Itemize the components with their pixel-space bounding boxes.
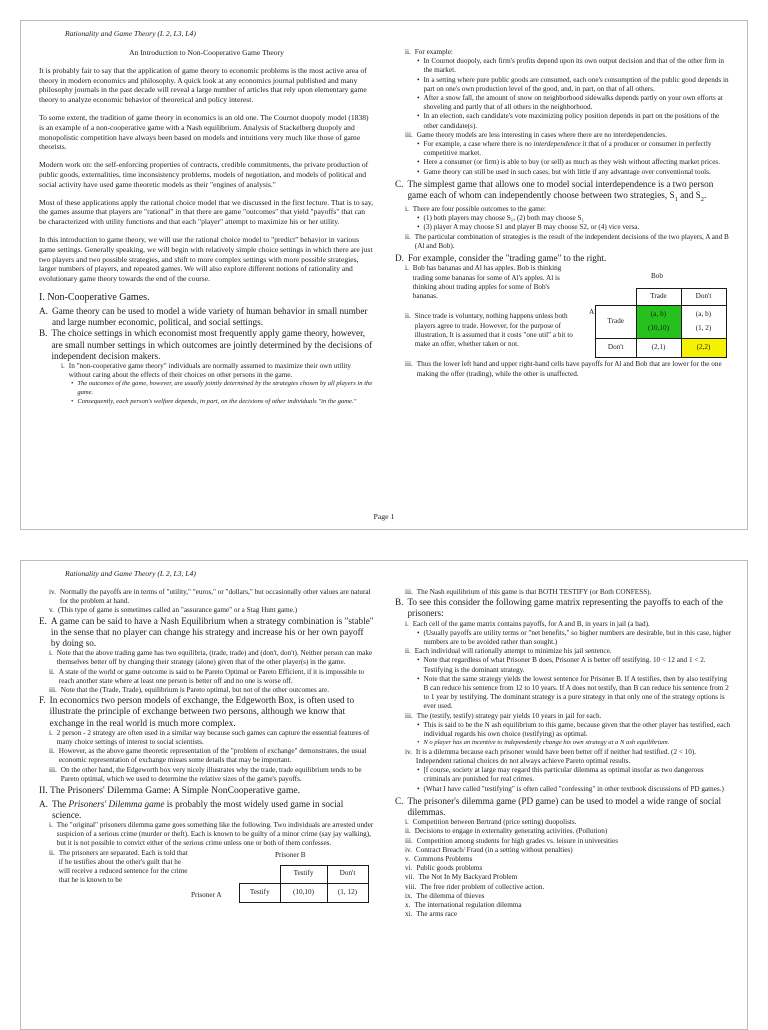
list-item: xi. The arms race	[405, 910, 458, 919]
outline-item: i. There are four possible outcomes to the game:	[405, 205, 546, 214]
outline-item: ii. A state of the world or game outcome is said to be Pareto Optimal or Pareto Efficient, if it is impossible to reach another state where at least one person is better off and no one is worse off.	[49, 667, 365, 685]
bullet-item: • In Cournot duopoly, each firm's profits depend upon its own output decision and that of the other firm in the market.	[417, 57, 724, 75]
outline-item: iii. Note that the (Trade, Trade), equilibrium is Pareto optimal, but not of the other outcomes are.	[49, 686, 330, 695]
outline-item: iii. Thus the lower left hand and upper right-hand cells have payoffs for Al and Bob that are lower for the one making the offer (trading), while the other is unaffected.	[405, 360, 722, 378]
list-item: iv. Contract Breach/ Fraud (in a setting without penalties)	[405, 845, 573, 854]
payoff-cell: (a, b) (10,10)	[636, 305, 681, 338]
page-1	[20, 20, 748, 530]
list-item: viii. The free rider problem of collective action.	[405, 882, 545, 891]
pd-game-block	[39, 849, 374, 905]
running-header: Rationality and Game Theory (L 2, L3, L4)	[65, 29, 196, 38]
bullet-item: • (3) player A may choose S1 and player B may choose S2, or (4) vice versa.	[417, 223, 640, 232]
doc-title: An Introduction to Non-Cooperative Game Theory	[129, 48, 284, 57]
row-header: Don't	[596, 338, 637, 357]
trading-game-block	[395, 264, 732, 382]
col-header: Trade	[636, 289, 681, 306]
payoff-cell: (1, 12)	[327, 884, 368, 903]
list-item: v. Commons Problems	[405, 855, 473, 864]
outline-item: ii. The prisoners are separated. Each is told that if he testifies about the other's guilt that he will receive a reduced sentence for the crime that he is known to be	[49, 848, 188, 885]
paragraph: In this introduction to game theory, we will use the rational choice model to "predict" behavior in various game settings. Generally speaking, we will begin with relatively simple choice settings in which there are just two players and two possible strategies, and shift to more complex settings with more possible strategies, larger numbers of players, and repeated games. We will also explore different notions of rationality and evolutionary game theory towards the end of the course.	[39, 234, 373, 284]
list-item: vi. Public goods problems	[405, 864, 483, 873]
payoff-cell: (10,10)	[280, 884, 327, 903]
bullet-item: • (What I have called "testifying" is often called "confessing" in other textbook discussions of PD games.)	[417, 784, 724, 793]
list-item: iii. Competition among students for high grades vs. leisure in universities	[405, 836, 619, 845]
row-player-label: Prisoner A	[191, 890, 222, 899]
page2-left-column	[39, 588, 374, 905]
bullet-item: • For example, a case where there is no interdependence it that of a producer or consumer in perfectly competitive market.	[417, 140, 712, 158]
bullet-item: • Consequently, each person's welfare depends, in part, on the decisions of other individuals "in the game."	[71, 397, 357, 405]
outline-item: ii. Each individual will rationally attempt to minimize his jail sentence.	[405, 647, 612, 656]
payoff-cell: (a, b) (1, 2)	[681, 305, 726, 338]
outline-item: i. The "original" prisoners dilemma game goes something like the following. Two individuals are arrested under suspicion of a serious crime (murder or theft). Each is known to be guilty of a minor crime (say jay walking), but it is not possible to convict either of the serious crime unless one or both of them confesses.	[49, 820, 374, 848]
list-item: i. Competition between Bertrand (price setting) duopolists.	[405, 818, 577, 827]
outline-item: E. A game can be said to have a Nash Equilibrium when a strategy combination is "stable" in the sense that no player can change his strategy and increase his or her own payoff by doing so.	[39, 615, 374, 649]
bullet-item: • In a setting where pure public goods are consumed, each one's consumption of the public good depends in part on one's own production level of the good, and, in part, on that of all others.	[417, 75, 729, 93]
outline-item: i. Each cell of the game matrix contains payoffs, for A and B, in years in jail (a bad).	[405, 619, 650, 628]
col-player-label: Bob	[651, 272, 663, 281]
col-player-label: Prisoner B	[275, 850, 306, 859]
trading-game-matrix	[595, 288, 727, 358]
bullet-item: • N o player has an incentive to independently change his own strategy at a N ash equilibrium.	[417, 739, 670, 747]
bullet-item: • [f course, society at large may regard this particular dilemma as optimal insofar as two dangerous criminals are punished for real crimes.	[417, 766, 704, 784]
outline-item: ii. Since trade is voluntary, nothing happens unless both players agree to trade. However, for the purpose of illustration, It is assumed that it costs "one util" a bit to make an offer, whether taken or not.	[405, 312, 573, 348]
bullet-item: • After a snow fall, the amount of snow on neighborhood sidewalks depends partly on your own efforts at shoveling and partly that of all others in the neighborhood.	[417, 94, 723, 112]
row-header: Trade	[596, 305, 637, 338]
page-2	[20, 560, 748, 1030]
row-player-label: Al	[589, 308, 597, 317]
outline-item: ii. For example:	[405, 48, 453, 56]
outline-item: C. The simplest game that allows one to model social interdependence is a two person game each of whom can independently choose between two strategies, $S_1$ and $S_2$.	[395, 178, 714, 203]
outline-item: B. The choice settings in which economist most frequently apply game theory, however, are small number settings in which outcomes are jointly determined by the decisions of independent decision makers.	[39, 328, 373, 361]
payoff-cell: (2,2)	[681, 338, 726, 357]
paragraph: Most of these applications apply the rational choice model that we discussed in the first lecture. That is to say, the games assume that players are "rational" in that there are game "outcomes" that yield "payoffs" that can be characterized with utility functions and that each "player" attempt to maximize his or her utility.	[39, 197, 374, 227]
outline-item: B. To see this consider the following game matrix representing the payoffs to each of the prisoners:	[395, 597, 723, 619]
outline-item: A. The Prisoners' Dilemma game is probably the most widely used game in social science.	[39, 798, 344, 820]
payoff-cell: (2,1)	[636, 338, 681, 357]
bullet-item: • (1) both players may choose S₁, (2) both may choose S₁	[417, 214, 585, 223]
outline-item: iii. The (testify, testify) strategy pair yields 10 years in jail for each.	[405, 711, 602, 720]
bullet-item: • Note that regardless of what Prisoner B does, Prisoner A is better off testifying. 10 < 12 and 1 < 2. Testifying is the dominant strategy.	[417, 656, 706, 674]
col-header: Don't	[681, 289, 726, 306]
page1-right-column	[395, 48, 732, 382]
outline-item: ii. The particular combination of strategies is the result of the independent decisions of the two players, A and B (Al and Bob).	[405, 232, 729, 250]
list-item: ii. Decisions to engage in externality generating activities. (Pollution)	[405, 827, 608, 836]
outline-item: i. In "non-cooperative game theory" individuals are normally assumed to maximize their own utility without caring about the effects of their choices on other persons in the game.	[61, 361, 351, 380]
row-header: Testify	[240, 884, 281, 903]
outline-item: iii. The Nash equilibrium of this game is that BOTH TESTIFY (or Both CONFESS).	[405, 588, 652, 596]
page2-right-column	[395, 588, 732, 920]
outline-item: i. 2 person - 2 strategy are often used in a similar way because such games can capture the essential features of many choice settings of interest to social scientists.	[49, 728, 370, 747]
bullet-item: • This is said to be the N ash equilibrium to this game, because given that the other player has testified, each individual regards his own choice (testifying) as optimal.	[417, 720, 731, 739]
running-header: Rationality and Game Theory (L 2, L3, L4)	[65, 569, 196, 578]
bullet-item: • Game theory can still be used in such cases, but with little if any advantage over conventional tools.	[417, 167, 711, 176]
outline-item: F. In economics two person models of exchange, the Edgeworth Box, is often used to illustrate the principle of exchange between two persons, although we know that exchange in the real world is much more complex.	[39, 695, 355, 728]
bullet-item: • In an election, each candidate's vote maximizing policy position depends in part on the positions of the other candidate(s).	[417, 112, 720, 130]
outline-item: iii. On the other hand, the Edgeworth box very nicely illustrates why the trade, trade equilibrium tends to be Pareto optimal, which we used to determine the relative sizes of the game's payoffs.	[49, 765, 362, 783]
page1-left-column	[39, 48, 374, 406]
bullet-item: • (Usually payoffs are utility terms or "net benefits," so higher numbers are desirable, but in this case, higher numbers are to be avoided rather than sought.)	[417, 628, 732, 647]
pd-game-matrix	[239, 865, 369, 904]
outline-item: ii. However, as the above game theoretic representation of the "problem of exchange" demonstrates, the usual economic representation of exchange misses some details that may be important.	[49, 747, 367, 765]
list-item: ix. The dilemma of thieves	[405, 891, 485, 900]
section-heading: I. Non-Cooperative Games.	[39, 291, 150, 303]
page-number: Page 1	[373, 512, 395, 521]
outline-item: A. Game theory can be used to model a wide variety of human behavior in small number and large number economic, political, and social settings.	[39, 305, 368, 328]
paragraph: To some extent, the tradition of game theory in economics is an old one. The Cournot duopoly model (1838) is an example of a non-cooperative game with a Nash equilibrium. Analysis of Stackelberg duopoly and monopolistic competition have always been based on models and intuitions very much like those of game theorists.	[39, 112, 369, 152]
col-header: Don't	[327, 865, 368, 884]
outline-item: D. For example, consider the "trading game" to the right.	[395, 253, 607, 264]
outline-item: iv. Normally the payoffs are in terms of "utility," "euros," or "dollars," but occasionally other values are natural for the problem at hand.	[49, 588, 371, 606]
outline-item: i. Bob has bananas and Al has apples. Bob is thinking trading some bananas for some of Al's apples. Al is thinking about trading apples for some of Bob's bananas.	[405, 264, 562, 300]
list-item: vii. The Not In My Backyard Problem	[405, 873, 518, 882]
section-heading: II. The Prisoners' Dilemma Game: A Simple NonCooperative game.	[39, 785, 301, 797]
outline-item: C. The prisoner's dilemma game (PD game) can be used to model a wide range of social dilemmas.	[395, 795, 722, 818]
bullet-item: • The outcomes of the game, however, are usually jointly determined by the strategies chosen by all players in the game.	[71, 380, 373, 396]
col-header: Testify	[280, 865, 327, 884]
outline-item: i. Note that the above trading game has two equilibria, (trade, trade) and (don't, don't). Neither person can make themselves better off by changing their strategy (alone) given that of the other player(s) in the game.	[49, 649, 373, 667]
bullet-item: • Note that the same strategy yields the lowest sentence for Prisoner B. If A testifies, then by also testifying B can reduce his sentence from 12 to 10 years. If A does not testify, than B can reduce his sentence from 2 to 1 year by testifying. The dominant strategy is a pure strategy in that only one of the strategy options is ever used.	[417, 674, 729, 711]
outline-item: iii. Game theory models are less interesting in cases where there are no interdependencies.	[405, 130, 667, 139]
outline-item: iv. It is a dilemma because each prisoner would have been better off if neither had testified. (2 < 10). Independent rational choices do not always achieve Pareto optimal results.	[405, 747, 697, 766]
paragraph: It is probably fair to say that the application of game theory to economic problems is the most active area of theory in modern economics and philosophy. A quick look at any economics journal published and many philosophy journals in the past decade will reveal a large number of articles that rely upon elementary game theory to analyze economic behavior of theoretical and policy interest.	[39, 65, 367, 105]
list-item: x. The international regulation dilemma	[405, 901, 522, 910]
paragraph: Modern work on: the self-enforcing properties of contracts, credible commitments, the private production of public goods, externalities, time inconsistency problems, models of negotiation, and models of political and social activity have used game theoretic models as their "engines of analysis."	[39, 160, 369, 189]
outline-item: v. (This type of game is sometimes called an "assurance game" or a Stag Hunt game.)	[49, 606, 298, 615]
bullet-item: • Here a consumer (or firm) is able to buy (or sell) as much as they wish without affecting market prices.	[417, 158, 720, 167]
